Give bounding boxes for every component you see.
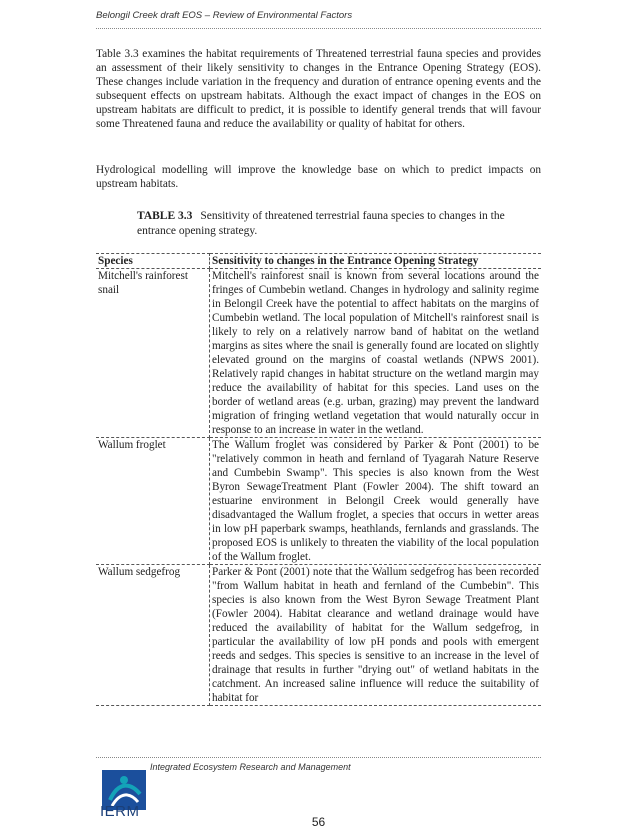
running-header: Belongil Creek draft EOS – Review of Environmental Factors — [96, 10, 541, 29]
table-number: TABLE 3.3 — [137, 210, 193, 222]
modelling-paragraph: Hydrological modelling will improve the knowledge base on which to predict impacts on upstream habitats. — [96, 164, 541, 190]
table-header-row — [96, 254, 541, 269]
table-row — [96, 269, 541, 438]
ierm-logo-text: IERM — [100, 803, 140, 820]
table-row — [96, 565, 541, 706]
table-row — [96, 438, 541, 565]
sensitivity-cell: Mitchell's rainforest snail is known from several locations around the fringes of Cumbebin wetland. Changes in hydrology and salinity regime in Belongil Creek have the potential to affect habitats on the margins of Cumbebin wetland. The local population of Mitchell's rainforest snail is likely to rely on a relatively narrow band of habitat on the wetland margins as sites where the snail is generally found are located on slightly elevated ground on the margins of coastal wetlands (NPWS 2001). Relatively rapid changes in habitat structure on the wetland margin may reduce the availability of habitat for this species. Land uses on the border of wetland areas (e.g. urban, grazing) may prevent the landward migration of fringing wetland vegetation that would naturally occur in response to an increase in water in the wetland. — [210, 269, 542, 438]
organisation-name: Integrated Ecosystem Research and Management — [150, 762, 351, 772]
species-cell: Mitchell's rainforest snail — [96, 269, 210, 438]
column-header-species: Species — [96, 254, 210, 269]
sensitivity-cell: Parker & Pont (2001) note that the Wallum sedgefrog has been recorded "from Wallum habitat in heath and fernland of the Cumbebin". This species is also known from the West Byron Sewage Treatment Plant (Fowler 2004). Habitat clearance and wetland drainage would have reduced the availability of habitat for the Wallum sedgefrog, in particular the availability of low pH ponds and pools with emergent reeds and sedges. This species is sensitive to an increase in the level of drainage that results in further "drying out" of wetland habitats in the catchment. An increased saline influence will reduce the suitability of habitat for — [210, 565, 542, 706]
table-caption-text: Sensitivity of threatened terrestrial fauna species to changes in the entrance opening strategy. — [137, 210, 505, 237]
sensitivity-cell: The Wallum froglet was considered by Parker & Pont (2001) to be "relatively common in heath and fernland of Tyagarah Nature Reserve and Cumbebin Swamp". This species is also known from the West Byron SewageTreatment Plant (Fowler 2004). The shift toward an estuarine environment in Belongil Creek would generally have disadvantaged the Wallum froglet, a species that occurs in wetter areas in low pH paperbark swamps, heathlands, fernlands and grasslands. The proposed EOS is unlikely to threaten the viability of the local population of the Wallum froglet. — [210, 438, 542, 565]
page-number: 56 — [311, 815, 326, 829]
species-cell: Wallum froglet — [96, 438, 210, 565]
footer-rule — [96, 757, 541, 758]
table-caption — [137, 209, 537, 239]
column-header-sensitivity: Sensitivity to changes in the Entrance Opening Strategy — [210, 254, 542, 269]
logo-dot — [120, 776, 128, 784]
intro-paragraph: Table 3.3 examines the habitat requirements of Threatened terrestrial fauna species and provides an assessment of their likely sensitivity to changes in the Entrance Opening Strategy (EOS). These changes include variation in the frequency and duration of entrance opening events and the subsequent effects on upstream habitats. Although the exact impact of changes in the EOS on upstream habitats are difficult to predict, it is possible to identify general trends that will favour some Threatened fauna and reduce the availability or quality of habitat for others. — [96, 48, 541, 130]
species-cell: Wallum sedgefrog — [96, 565, 210, 706]
sensitivity-table — [96, 253, 541, 706]
